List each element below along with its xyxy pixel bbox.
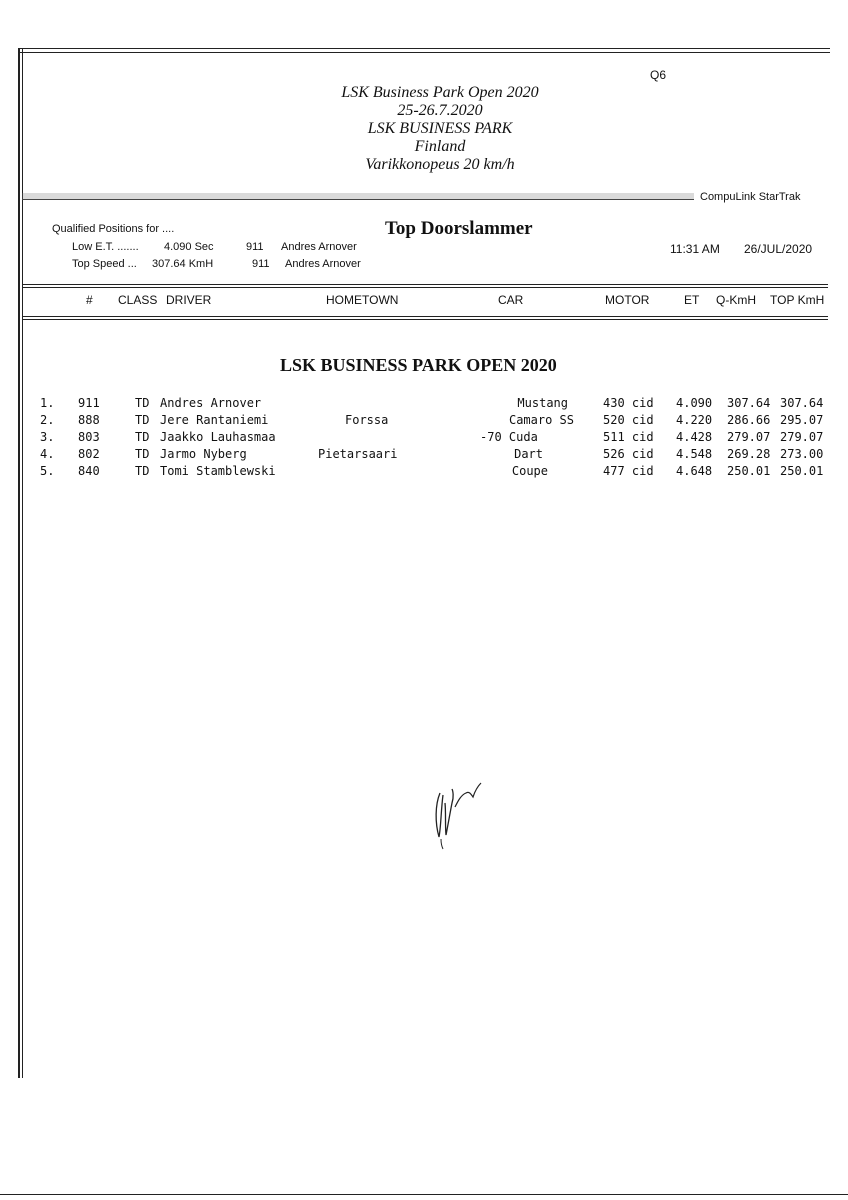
pit-speed: Varikkonopeus 20 km/h <box>365 156 515 173</box>
row-pos: 2. <box>40 413 55 427</box>
row-et: 4.648 <box>676 464 713 478</box>
qualified-label: Qualified Positions for .... <box>52 223 175 235</box>
row-car: -70 Cuda <box>480 430 538 444</box>
timing-system: CompuLink StarTrak <box>700 191 801 203</box>
row-car: Mustang <box>517 396 568 410</box>
left-border <box>18 48 20 1078</box>
row-driver: Jaakko Lauhasmaa <box>160 430 276 444</box>
row-topkmh: 307.64 <box>780 396 824 410</box>
row-qkmh: 307.64 <box>727 396 771 410</box>
report-time: 11:31 AM <box>670 242 720 256</box>
row-motor: 430 cid <box>603 396 654 410</box>
row-topkmh: 250.01 <box>780 464 824 478</box>
row-pos: 4. <box>40 447 55 461</box>
colhead-top-line <box>22 284 828 285</box>
row-motor: 511 cid <box>603 430 654 444</box>
row-driver: Andres Arnover <box>160 396 262 410</box>
row-motor: 477 cid <box>603 464 654 478</box>
table-row <box>0 413 848 430</box>
row-class: TD <box>135 464 150 478</box>
row-driver: Tomi Stamblewski <box>160 464 276 478</box>
top-speed-number: 911 <box>252 258 270 270</box>
col-num: # <box>86 293 93 307</box>
row-driver: Jere Rantaniemi <box>160 413 269 427</box>
col-topkmh: TOP KmH <box>770 293 825 307</box>
row-pos: 1. <box>40 396 55 410</box>
colhead-bottom-line <box>22 316 828 317</box>
row-hometown: Pietarsaari <box>318 447 398 461</box>
col-motor: MOTOR <box>605 293 650 307</box>
row-topkmh: 279.07 <box>780 430 824 444</box>
row-et: 4.548 <box>676 447 713 461</box>
top-speed-driver: Andres Arnover <box>285 258 361 270</box>
row-qkmh: 269.28 <box>727 447 771 461</box>
table-row <box>0 430 848 447</box>
colhead-bottom-line-2 <box>22 319 828 320</box>
event-header <box>300 84 580 174</box>
top-border <box>18 48 830 49</box>
results-table <box>0 396 848 486</box>
col-et: ET <box>684 293 700 307</box>
col-hometown: HOMETOWN <box>326 293 399 307</box>
row-car: Camaro SS <box>508 413 574 427</box>
row-qkmh: 250.01 <box>727 464 771 478</box>
row-motor: 526 cid <box>603 447 654 461</box>
col-class: CLASS <box>118 293 158 307</box>
low-et-label: Low E.T. ....... <box>72 241 139 253</box>
top-speed-label: Top Speed ... <box>72 258 137 270</box>
event-title: LSK Business Park Open 2020 <box>341 84 539 101</box>
row-qkmh: 286.66 <box>727 413 771 427</box>
page-code: Q6 <box>650 68 667 82</box>
dotted-separator-base <box>22 199 694 200</box>
row-qkmh: 279.07 <box>727 430 771 444</box>
row-topkmh: 273.00 <box>780 447 824 461</box>
row-num: 803 <box>78 430 100 444</box>
class-title: Top Doorslammer <box>385 218 533 239</box>
low-et-number: 911 <box>246 241 264 253</box>
row-et: 4.090 <box>676 396 713 410</box>
row-class: TD <box>135 396 150 410</box>
row-car: Coupe <box>511 464 548 478</box>
left-border-inner <box>22 48 23 1078</box>
row-num: 840 <box>78 464 100 478</box>
row-et: 4.428 <box>676 430 713 444</box>
row-num: 911 <box>78 396 100 410</box>
top-border-inner <box>18 52 830 53</box>
bottom-border <box>0 1194 848 1195</box>
row-motor: 520 cid <box>603 413 654 427</box>
row-class: TD <box>135 430 150 444</box>
row-car: Dart <box>514 447 543 461</box>
row-pos: 5. <box>40 464 55 478</box>
row-driver: Jarmo Nyberg <box>160 447 247 461</box>
col-qkmh: Q-KmH <box>716 293 756 307</box>
report-date: 26/JUL/2020 <box>744 242 813 256</box>
row-hometown: Forssa <box>345 413 389 427</box>
row-num: 888 <box>78 413 100 427</box>
event-country: Finland <box>414 138 466 155</box>
table-row <box>0 464 848 481</box>
signature-mark <box>425 775 485 850</box>
row-et: 4.220 <box>676 413 713 427</box>
row-class: TD <box>135 413 150 427</box>
row-pos: 3. <box>40 430 55 444</box>
row-topkmh: 295.07 <box>780 413 824 427</box>
top-speed-value: 307.64 KmH <box>152 258 214 270</box>
table-row <box>0 447 848 464</box>
col-car: CAR <box>498 293 524 307</box>
low-et-value: 4.090 Sec <box>164 241 214 253</box>
table-row <box>0 396 848 413</box>
event-dates: 25-26.7.2020 <box>397 102 483 119</box>
event-venue: LSK BUSINESS PARK <box>367 120 513 137</box>
col-driver: DRIVER <box>166 293 212 307</box>
colhead-top-line-2 <box>22 287 828 288</box>
row-class: TD <box>135 447 150 461</box>
low-et-driver: Andres Arnover <box>281 241 357 253</box>
section-title: LSK BUSINESS PARK OPEN 2020 <box>280 355 557 375</box>
row-num: 802 <box>78 447 100 461</box>
